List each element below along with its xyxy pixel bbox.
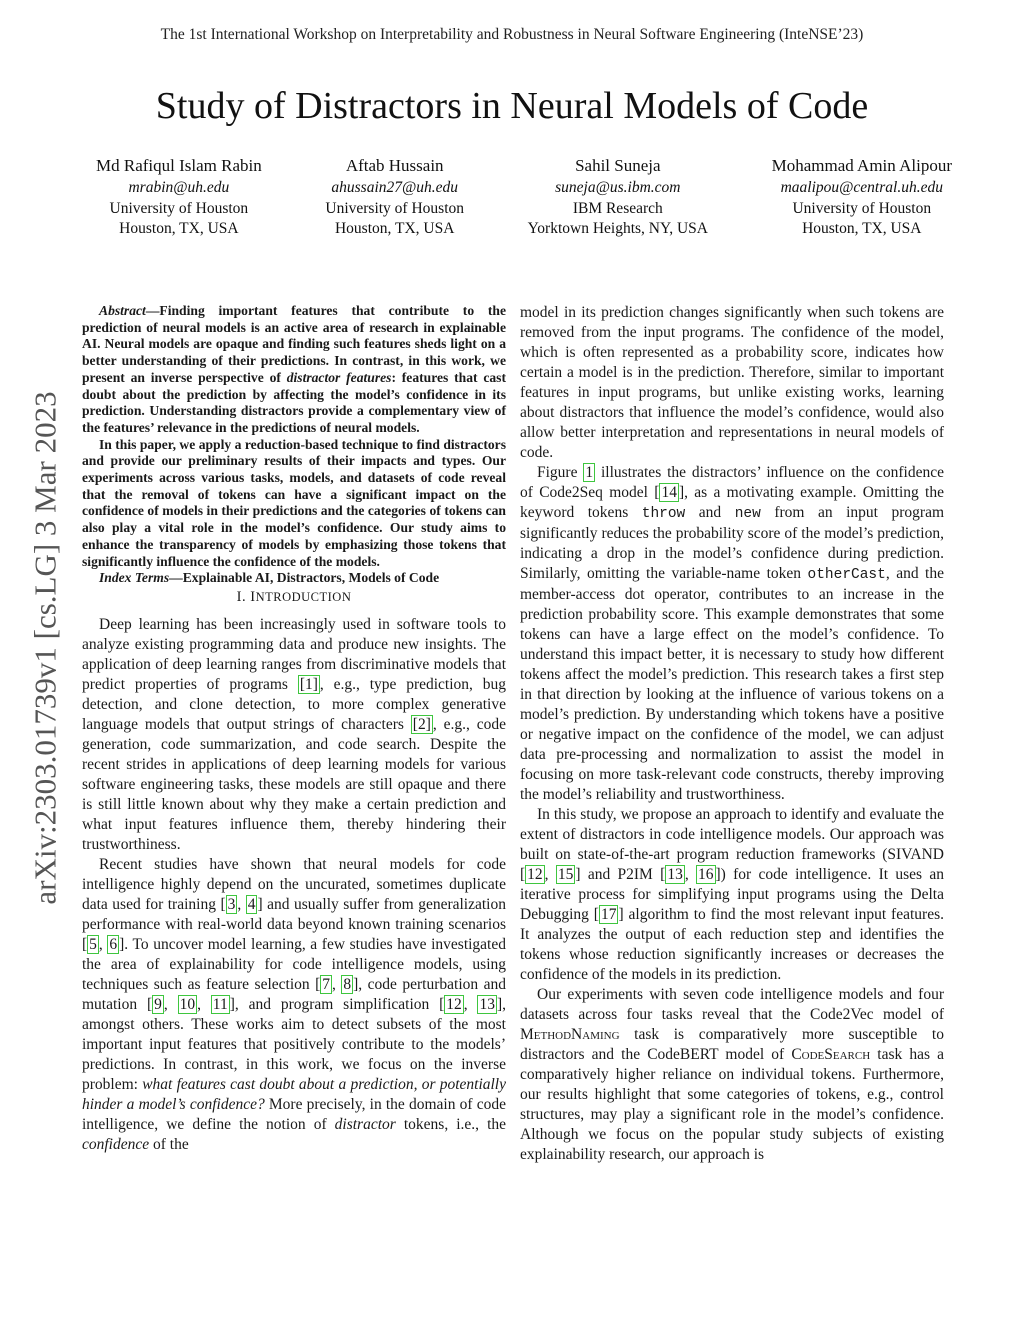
citation-link[interactable]: 6	[109, 935, 118, 953]
citation-link[interactable]: 13	[667, 866, 683, 883]
citation-link[interactable]: 7	[322, 975, 331, 993]
text: illustrates the distractors’ influence on the confidence of Code2Seq model [	[520, 464, 945, 501]
index-terms-label: Index Terms	[99, 570, 170, 586]
text: Recent studies have shown that neural models for code intelligence highly depend on the uncurated, sometimes duplicate data used for training [	[82, 855, 506, 913]
citation-link[interactable]: 13	[479, 995, 495, 1013]
citation-link[interactable]: 10	[179, 995, 196, 1013]
abstract-emphasis: distractor features	[286, 369, 392, 385]
text: task is comparatively more susceptible to distractors and the CodeBERT model of	[520, 1026, 944, 1063]
arxiv-identifier[interactable]: arXiv:2303.01739v1 [cs.LG] 3 Mar 2023	[28, 391, 64, 905]
section-title-rest: NTRODUCTION	[255, 589, 352, 604]
author-affiliation: University of Houston	[325, 199, 465, 217]
text: ], code perturbation and mutation [	[82, 975, 506, 1013]
author-4	[772, 155, 952, 240]
text: ], and program simplification [	[229, 995, 445, 1013]
abstract-paragraph-2: In this paper, we apply a reduction-based technique to find distractors and provide our preliminary results of their impacts and types. Our experiments across various tasks, models, and datasets of code reveal that the removal of tokens can have a significant impact on the confidence of models in their predictions and the categories of tokens can also play a vital role in the model’s confidence. Our study aims to enhance the transparency of models by emphasizing those tokens that significantly influence the confidence of the models.	[82, 436, 506, 569]
author-3	[528, 155, 708, 240]
task-name: MethodNaming	[520, 1026, 620, 1043]
arxiv-sidebar	[30, 363, 62, 933]
author-location: Houston, TX, USA	[334, 220, 455, 237]
intro-paragraph-3: model in its prediction changes significantly when such tokens are removed from the input programs. The confidence of the model, which is often represented as a probability score, indicates how certain a model is in the prediction. Therefore, similar to important features in input programs, but unlike existing works, learning about distractors that influence the model’s confidence, would also allow better interpretation and representations in neural models of code.	[520, 304, 944, 461]
text: ], amongst others. These works aim to detect subsets of the most important input features that positively contribute to the models’ predictions. In contrast, in this work, we focus on the inverse problem:	[82, 995, 507, 1093]
citation-link[interactable]: 9	[154, 995, 162, 1013]
text: More precisely, in the domain of code intelligence, we define the notion of	[82, 1095, 506, 1133]
author-location: Yorktown Heights, NY, USA	[527, 220, 708, 237]
author-email[interactable]: maalipou@central.uh.edu	[780, 179, 943, 196]
author-location: Houston, TX, USA	[802, 220, 922, 237]
text: ] and usually suffer from generalization performance with real-world data beyond known training scenarios [	[82, 895, 506, 953]
emphasis-text: distractor	[334, 1115, 396, 1133]
section-title-initial: I	[250, 588, 256, 605]
text: ] and P2IM [	[575, 866, 666, 883]
citation-link[interactable]: 3	[227, 895, 236, 913]
text: Deep learning has been increasingly used in software tools to analyze existing programming data and produce new insights. The application of deep learning ranges from discriminative models that predict properties of programs	[82, 615, 506, 693]
abstract-text: —Finding important features that contribute to the prediction of neural models is an active area of research in explainable AI. Neural models are opaque and finding such features sheds light on a better understanding of their predictions. In contrast, in this work, we present an inverse perspective of	[82, 303, 506, 385]
code-token: throw	[641, 506, 686, 522]
author-email[interactable]: suneja@us.ibm.com	[555, 179, 681, 196]
right-column	[520, 303, 944, 1165]
citation-link[interactable]: 15	[557, 866, 574, 883]
intro-paragraph-5: In this study, we propose an approach to identify and evaluate the extent of distractors in code intelligence models. Our approach was built on state-of-the-art program reduction frameworks (SIVAND [ 12 , 15 ] and P2IM [ 13 , 16 ]) for code intelligence. It uses an iterative process for simplifying input programs using the Delta Debugging [ 17 ] algorithm to find the most relevant input features. It analyzes the output of each reduction step and identifies the tokens whose reduction significantly increases or decreases the confidence of the models in its prediction.	[520, 806, 944, 983]
text: tokens, i.e., the	[395, 1115, 507, 1133]
author-name: Mohammad Amin Alipour	[771, 156, 952, 175]
text: and	[685, 504, 735, 521]
venue-header: The 1st International Workshop on Interpretability and Robustness in Neural Software Engineering (InteNSE’23)	[160, 26, 864, 43]
text: task has a comparatively higher reliance on individual tokens. Furthermore, our results highlight that some categories of tokens, e.g., control structures, may play a significant role in the model’s confidence. Although we focus on the popular study subjects of existing explainability research, our approach is	[520, 1046, 945, 1163]
text: In this study, we propose an approach to identify and evaluate the extent of distractors in code intelligence models. Our approach was built on state-of-the-art program reduction frameworks (SIVAND [	[520, 806, 944, 883]
author-2	[325, 155, 464, 240]
author-affiliation: IBM Research	[572, 199, 663, 217]
text: ]. To uncover model learning, a few studies have investigated the area of explainability for code intelligence models, using techniques such as feature selection [	[82, 935, 506, 993]
text: ]) for code intelligence. It uses an iterative process for simplifying input programs using the Delta Debugging [	[520, 866, 944, 923]
intro-paragraph-2: Recent studies have shown that neural models for code intelligence highly depend on the uncurated, sometimes duplicate data used for training [ 3 , 4 ] and usually suffer from generalization performance with real-world data beyond known training scenarios [ 5 , 6 ]. To uncover model learning, a few studies have investigated the area of explainability for code intelligence models, using techniques such as feature selection [ 7 , 8 ], code perturbation and mutation [ 9 , 10 , 11 ], and program simplification [ 12 , 13 ], amongst others. These works aim to detect subsets of the most important input features that positively contribute to the models’ predictions. In contrast, in this work, we focus on the inverse problem: what features cast doubt about a prediction, or potentially hinder a model’s confidence? More precisely, in the domain of code intelligence, we define the notion of distractor tokens, i.e., the confidence of the	[82, 855, 507, 1153]
citation-link[interactable]: 12	[527, 866, 543, 883]
abstract-label: Abstract	[99, 303, 146, 318]
citation-link[interactable]: 16	[698, 866, 714, 883]
author-name: Aftab Hussain	[345, 156, 444, 175]
author-1	[96, 155, 262, 240]
author-affiliation: University of Houston	[792, 199, 932, 217]
author-name: Sahil Suneja	[575, 156, 661, 175]
figure-link[interactable]: 1	[585, 464, 594, 481]
citation-link[interactable]: 17	[600, 906, 617, 923]
emphasis-text: what features cast doubt about a prediction, or potentially hinder a model’s confidence?	[82, 1075, 506, 1113]
author-name: Md Rafiqul Islam Rabin	[96, 156, 262, 175]
citation-link[interactable]: 5	[89, 935, 97, 953]
abstract-paragraph-1	[82, 303, 506, 437]
text: ], as a motivating example. Omitting the keyword tokens	[520, 484, 944, 521]
author-email[interactable]: mrabin@uh.edu	[128, 179, 230, 196]
text: Our experiments with seven code intelligence models and four datasets across four tasks reveal that the Code2Vec model of	[520, 986, 944, 1023]
text: of the	[149, 1135, 189, 1153]
text: from an input program significantly reduces the probability score of the model’s prediction, indicating a drop in the model’s confidence during prediction. Similarly, omitting the variable-name token	[520, 504, 944, 582]
author-location: Houston, TX, USA	[119, 220, 239, 237]
section-number: I.	[236, 588, 247, 605]
task-name: CodeSearch	[791, 1046, 871, 1063]
citation-link[interactable]: 12	[446, 995, 462, 1013]
text: , and the member-access dot operator, contributes to an increase in the prediction probability score. This example demonstrates that some tokens can have a large effect on the model’s confidence. To understand this impact better, it is necessary to study how different tokens affect the model’s prediction. This research takes a first step in that direction by looking at the influence of various tokens on a model’s prediction. By understanding which tokens have a positive or negative impact on the confidence of the model, we can adjust data pre-processing and normalization to assist the model in focusing on more task-relevant code constructs, thereby improving the model’s reliability and trustworthiness.	[520, 565, 944, 803]
author-block	[96, 155, 952, 240]
text: , e.g., code generation, code summarization, and code search. Despite the recent strides in applications of deep learning models for various software engineering tasks, these models are still opaque and there is still little known about why they make a certain prediction and what input features influence them, thereby hindering their trustworthiness.	[82, 715, 507, 853]
intro-paragraph-4	[520, 463, 944, 805]
code-token: otherCast	[807, 567, 886, 583]
text: , e.g., type prediction, bug detection, and clone detection, to more complex generative language models that output strings of characters	[82, 675, 507, 733]
intro-paragraph-6	[520, 985, 944, 1165]
citation-link[interactable]: 11	[212, 995, 228, 1013]
citation-link[interactable]: [2]	[412, 715, 431, 733]
intro-paragraph-1	[82, 615, 506, 855]
citation-link[interactable]: [1]	[299, 675, 318, 693]
text: ] algorithm to find the most relevant input features. It analyzes the output of each reduction step and identifies the tokens whose reduction significantly increases or decreases the confidence of the models in its prediction.	[520, 906, 944, 983]
section-heading-introduction	[82, 587, 506, 607]
index-terms-text: —Explainable AI, Distractors, Models of Code	[169, 570, 440, 586]
left-column	[82, 303, 506, 1155]
text: Figure	[537, 464, 584, 481]
abstract-text: : features that cast doubt about the prediction by affecting the model’s confidence in its prediction. Understanding distractors provide a complementary view of the features’ relevance in the predictions of neural models.	[82, 369, 507, 435]
citation-link[interactable]: 8	[343, 975, 352, 993]
author-affiliation: University of Houston	[109, 199, 249, 217]
index-terms	[82, 570, 506, 587]
author-email[interactable]: ahussain27@uh.edu	[331, 179, 459, 196]
citation-link[interactable]: 4	[247, 895, 256, 913]
paper-title: Study of Distractors in Neural Models of Code	[155, 85, 869, 127]
citation-link[interactable]: 14	[661, 484, 677, 501]
emphasis-text: confidence	[82, 1135, 150, 1153]
code-token: new	[734, 506, 761, 522]
